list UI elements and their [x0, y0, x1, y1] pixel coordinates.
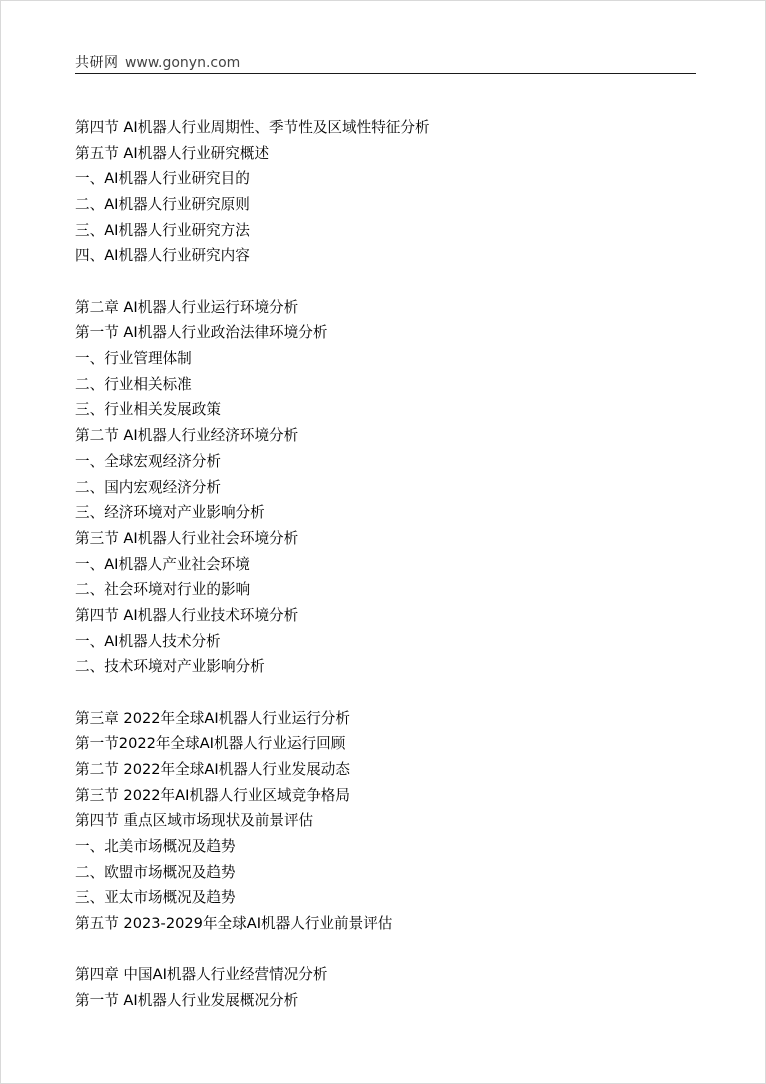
toc-line: 第五节 2023-2029年全球AI机器人行业前景评估: [75, 915, 393, 933]
toc-line: 二、欧盟市场概况及趋势: [75, 863, 236, 881]
toc-line: 第二章 AI机器人行业运行环境分析: [75, 298, 299, 316]
toc-line: 第三节 2022年AI机器人行业区域竞争格局: [75, 786, 350, 804]
toc-line: 三、经济环境对产业影响分析: [75, 504, 265, 522]
toc-line: 第四节 重点区域市场现状及前景评估: [75, 812, 314, 830]
toc-line: 一、AI机器人技术分析: [75, 632, 221, 650]
toc-line: 第三章 2022年全球AI机器人行业运行分析: [75, 709, 350, 727]
toc-blank-line: [75, 937, 695, 963]
toc-line: 第一节2022年全球AI机器人行业运行回顾: [75, 735, 346, 753]
toc-line: 四、AI机器人行业研究内容: [75, 247, 250, 265]
toc-line: 二、AI机器人行业研究原则: [75, 196, 250, 214]
toc-line: 第四节 AI机器人行业技术环境分析: [75, 606, 299, 624]
toc-line: 二、国内宏观经济分析: [75, 478, 221, 496]
toc-line: 第一节 AI机器人行业发展概况分析: [75, 992, 299, 1010]
toc-line: 第四节 AI机器人行业周期性、季节性及区域性特征分析: [75, 119, 430, 136]
toc-line: 二、技术环境对产业影响分析: [75, 658, 265, 676]
toc-line: 一、北美市场概况及趋势: [75, 838, 236, 856]
toc-line: 一、全球宏观经济分析: [75, 452, 221, 470]
header-site-url: www.gonyn.com: [124, 55, 241, 71]
header-rule: [75, 73, 696, 74]
table-of-contents: [75, 115, 695, 1014]
toc-line: 一、AI机器人产业社会环境: [75, 555, 250, 573]
toc-line: 第一节 AI机器人行业政治法律环境分析: [75, 324, 328, 342]
toc-line: 一、行业管理体制: [75, 350, 192, 368]
toc-line: 三、行业相关发展政策: [75, 401, 221, 419]
header-brand: 共研网: [75, 55, 119, 71]
page-header: [75, 53, 695, 73]
toc-line: 第五节 AI机器人行业研究概述: [75, 144, 270, 162]
toc-line: 第四章 中国AI机器人行业经营情况分析: [75, 966, 328, 984]
toc-line: 三、亚太市场概况及趋势: [75, 889, 236, 907]
toc-line: 第二节 AI机器人行业经济环境分析: [75, 427, 299, 445]
toc-blank-line: [75, 269, 695, 295]
toc-line: 第二节 2022年全球AI机器人行业发展动态: [75, 761, 350, 778]
toc-line: 二、行业相关标准: [75, 375, 192, 393]
toc-line: 三、AI机器人行业研究方法: [75, 221, 250, 239]
toc-blank-line: [75, 680, 695, 706]
toc-line: 一、AI机器人行业研究目的: [75, 170, 250, 188]
toc-line: 二、社会环境对行业的影响: [75, 581, 251, 599]
toc-line: 第三节 AI机器人行业社会环境分析: [75, 529, 299, 547]
